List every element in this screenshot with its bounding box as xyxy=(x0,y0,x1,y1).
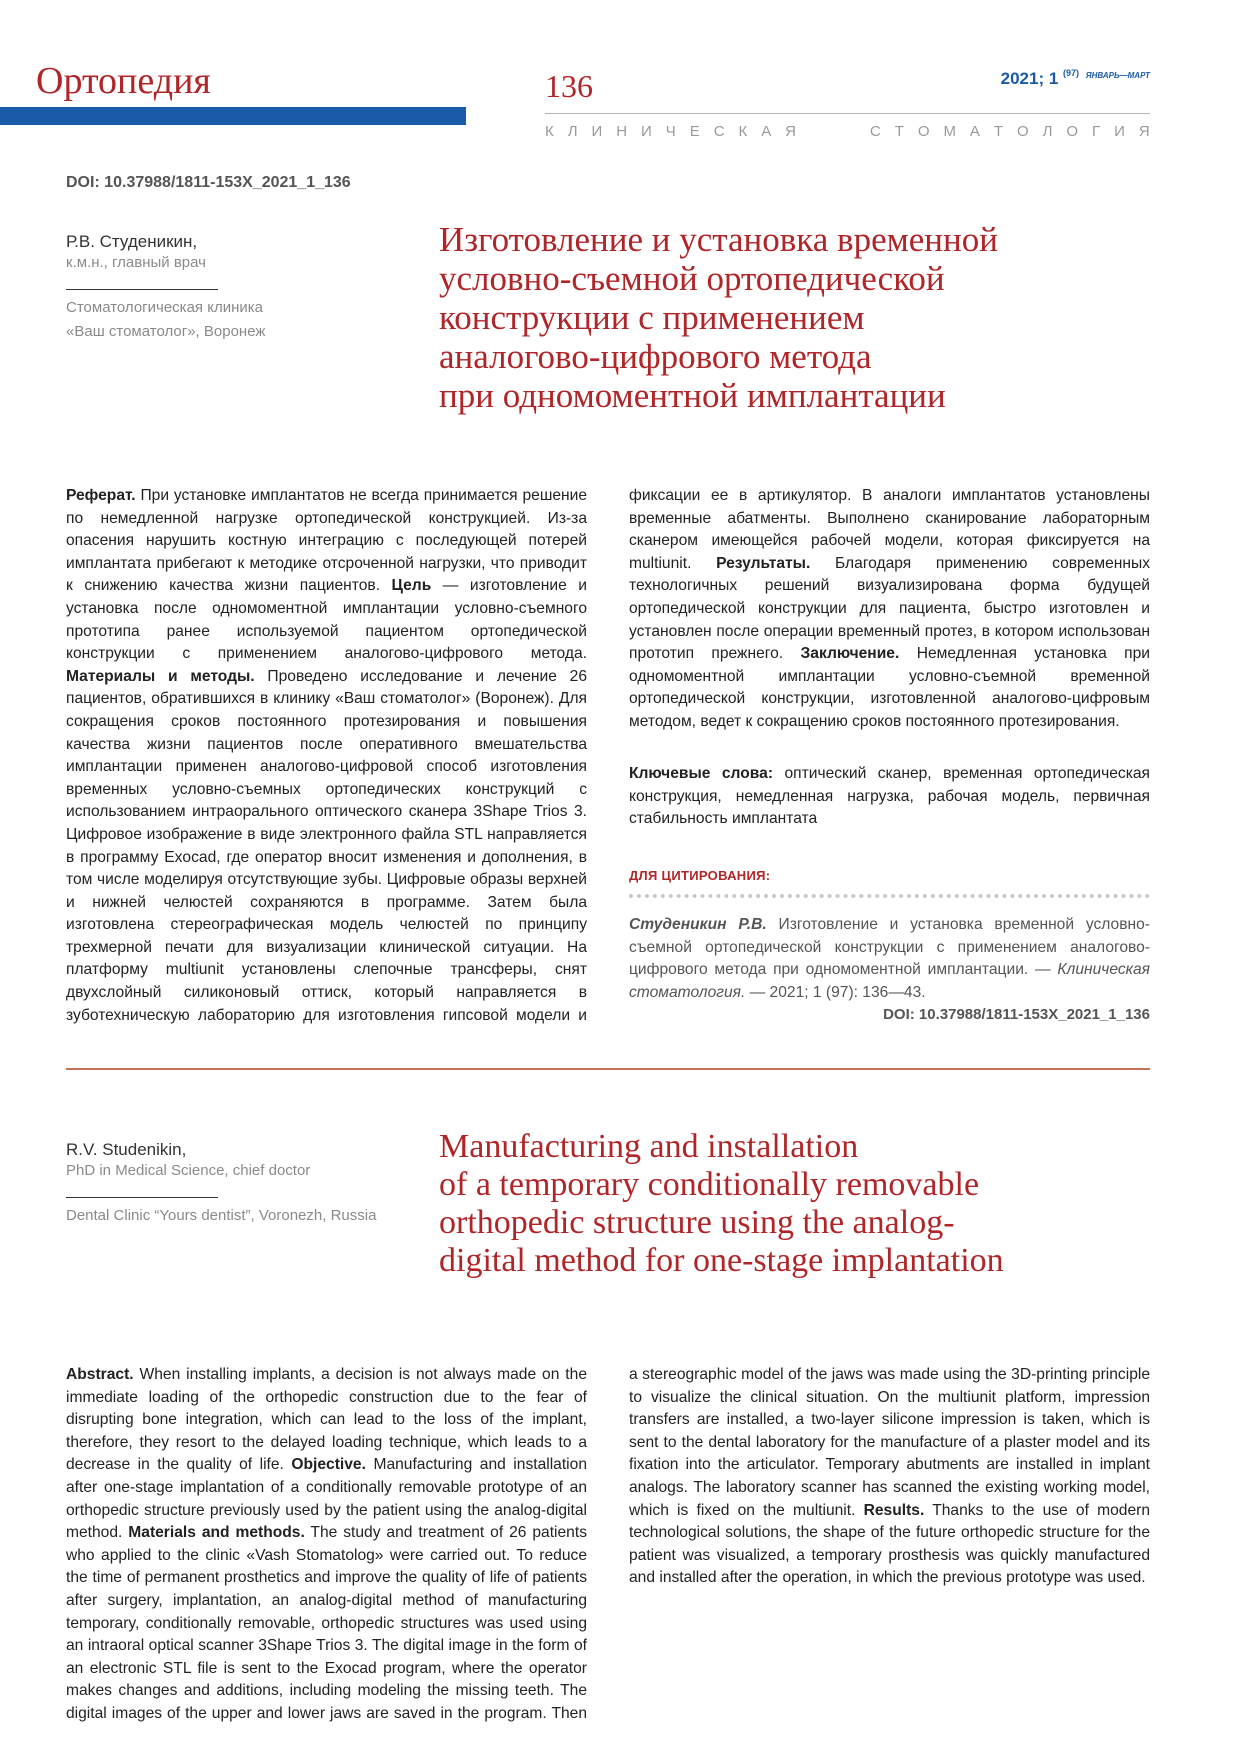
ru-author-role: к.м.н., главный врач xyxy=(66,254,206,271)
title-line: of a temporary conditionally removable xyxy=(439,1166,980,1203)
journal-name-letter: Т xyxy=(894,123,904,140)
en-results-label: Results. xyxy=(863,1501,925,1519)
issue-months: ЯНВАРЬ—МАРТ xyxy=(1085,71,1150,80)
title-line: digital method for one-stage implantation xyxy=(439,1242,1004,1279)
journal-name-letter: Г xyxy=(1092,123,1101,140)
ru-abstract-text: При установке имплантатов не всегда принимается решение по немедленной нагрузке ортопедической конструкцией. Из-за опасения нарушить костную интеграцию с последующей потерей имплантата прибегают к методике отсроченной нагрузки, что приводит к снижению качества жизни пациентов. xyxy=(66,487,587,595)
header-accent-bar xyxy=(0,107,466,125)
language-separator xyxy=(66,1068,1150,1070)
citation-dotted-rule xyxy=(629,894,1150,898)
journal-name-letter: И xyxy=(641,123,652,140)
journal-name-letter: И xyxy=(1114,123,1125,140)
en-methods-text: The study and treatment of 26 patients who applied to the clinic «Vash Stomatolog» were carried out. To reduce the time of permanent prosthetics and improve the quality of life of patients after surgery, implantation, an analog-digital method of manufacturing temporary, conditionally removable, orthopedic structures was used using an intraoral optical scanner 3Shape Trios 3. The digital image in the form of an electronic STL file is sent to the Exocad program, where the operator makes changes and additions, including modeling the missing teeth. The digital images of the upper and lower jaws are saved in the program. Then a stereographic model of the jaws was made using the 3D-printing principle to visualize the clinical situation. On the multiunit platform, impression transfers are installed, a two-layer silicone impression is taken, which is sent to the dental laboratory for the manufacture of a plaster model and its fixation into the articulator. Temporary abutments are installed in implant analogs. The laboratory scanner has scanned the existing working model, which is fixed on the multiunit. xyxy=(66,1366,1150,1722)
ru-methods-label: Материалы и методы. xyxy=(66,667,255,685)
ru-keywords-text: оптический сканер, временная ортопедическая конструкция, немедленная нагрузка, рабочая модель, первичная стабильность имплантата xyxy=(629,765,1150,828)
journal-name-letter: И xyxy=(591,123,603,140)
title-line: конструкции с применением xyxy=(439,298,865,337)
ru-aim-text: — изготовление и установка после одномоментной имплантации условно-съемного прототипа ранее используемой пациентом ортопедической конструкции с применением аналогово-цифрового метода. xyxy=(66,577,587,663)
journal-name-letter: К xyxy=(738,123,748,140)
journal-name-letter: С xyxy=(713,123,725,140)
ru-conclusion-text: Немедленная установка при одномоментной имплантации условно-съемной временной ортопедической конструкции, изготовленной аналогово-цифровым методом, ведет к сокращению сроков постоянного протезирования. xyxy=(629,645,1150,730)
ru-affiliation xyxy=(66,296,265,344)
ru-keywords-label: Ключевые слова: xyxy=(629,765,774,782)
issue-number: (97) xyxy=(1063,68,1080,78)
en-abstract xyxy=(66,1364,1150,1734)
en-abstract-label: Abstract. xyxy=(66,1366,134,1383)
journal-name-letter: К xyxy=(545,123,554,140)
ru-article-title xyxy=(439,220,1159,415)
en-results-text: Thanks to the use of modern technological solutions, the shape of the future orthopedic structure for the patient was visualized, a temporary prosthesis was quickly manufactured and installed after the operation, in which the previous prototype was used. xyxy=(629,1501,1150,1587)
ru-keywords xyxy=(629,763,1150,831)
section-title: Ортопедия xyxy=(36,60,211,102)
ru-results-label: Результаты. xyxy=(716,554,811,572)
en-abstract-text: When installing implants, a decision is not always made on the immediate loading of the orthopedic construction due to the fear of disrupting bone integration, which can lead to the loss of the implant, therefore, they resort to the delayed loading technique, which leads to a decrease in the quality of life. xyxy=(66,1366,587,1474)
ru-author-name: Р.В. Студеникин, xyxy=(66,232,198,251)
citation-text xyxy=(629,914,1150,1004)
ru-affiliation-line: «Ваш стоматолог», Воронеж xyxy=(66,323,266,340)
en-affiliation: Dental Clinic “Yours dentist”, Voronezh, Russia xyxy=(66,1207,377,1224)
year-issue: 2021; 1 xyxy=(1000,69,1059,88)
ru-author-block xyxy=(66,232,265,344)
en-article-title xyxy=(439,1128,1159,1280)
journal-name-letter: Н xyxy=(616,123,628,140)
citation-doi: DOI: 10.37988/1811-153X_2021_1_136 xyxy=(883,1006,1150,1023)
en-author-role: PhD in Medical Science, chief doctor xyxy=(66,1162,311,1179)
journal-name-letter: О xyxy=(1066,123,1079,140)
journal-name-letter: А xyxy=(969,123,980,140)
doi-top: DOI: 10.37988/1811-153X_2021_1_136 xyxy=(66,174,351,191)
title-line: orthopedic structure using the analog- xyxy=(439,1204,955,1241)
journal-name xyxy=(545,124,1150,139)
journal-name-letter: Я xyxy=(785,123,796,140)
journal-name-letter: О xyxy=(1017,123,1029,140)
journal-name-letter: Я xyxy=(1138,123,1150,140)
en-author-block xyxy=(66,1140,376,1228)
journal-name-letter: С xyxy=(869,123,881,140)
cite-author: Студеникин Р.В. xyxy=(629,916,767,933)
title-line: Manufacturing and installation xyxy=(439,1128,859,1165)
header-rule xyxy=(545,113,1150,114)
title-line: Изготовление и установка временной xyxy=(439,220,998,259)
title-line: условно-съемной ортопедической xyxy=(439,259,945,298)
page-number: 136 xyxy=(545,68,593,104)
journal-name-letter: Е xyxy=(689,123,700,140)
journal-name-letter: М xyxy=(943,123,956,140)
journal-name-letter: Л xyxy=(567,123,578,140)
ru-affiliation-rule xyxy=(66,289,218,290)
ru-abstract-label: Реферат. xyxy=(66,487,136,504)
issue-info xyxy=(1001,70,1150,87)
ru-conclusion-label: Заключение. xyxy=(800,645,900,663)
journal-name-letter: А xyxy=(761,123,772,140)
en-objective-label: Objective. xyxy=(291,1456,366,1474)
ru-aim-label: Цель xyxy=(391,577,432,595)
title-line: при одномоментной имплантации xyxy=(439,376,946,415)
en-author-name: R.V. Studenikin, xyxy=(66,1140,187,1159)
en-affiliation-rule xyxy=(66,1197,218,1198)
cite-tail: — 2021; 1 (97): 136—43. xyxy=(745,983,926,1001)
ru-results-text: Благодаря применению современных технологичных решений визуализирована форма будущей ортопедической конструкции для пациента, быстро изготовлен и установлен после операции временный протез, в котором использован прототип прежнего. xyxy=(629,554,1150,663)
journal-name-gap xyxy=(810,124,856,139)
journal-name-letter: Л xyxy=(1042,123,1053,140)
citation-heading: ДЛЯ ЦИТИРОВАНИЯ: xyxy=(629,868,771,883)
cite-body: Изготовление и установка временной условно-съемной ортопедической конструкции с применением аналогово-цифрового метода при одномоментной имплантации. — xyxy=(629,916,1150,979)
ru-methods-text: Проведено исследование и лечение 26 пациентов, обратившихся в клинику «Ваш стоматолог» (Воронеж). Для сокращения сроков постоянного протезирования и повышения качества жизни пациентов после оперативного вмешательства имплантации применен аналогово-цифровой способ изготовления временных условно-съемных ортопедических конструкций с использованием интраорального оптического сканера 3Shape Trios 3. Цифровое изображение в виде электронного файла STL направляется в программу Exocad, где оператор вносит изменения и дополнения, в том числе моделируя отсутствующие зубы. Цифровые образы верхней и нижней челюстей сохраняются в программе. Затем была изготовлена стереографическая модель челюстей по принципу трехмерной печати для визуализации клинической ситуации. На платформу multiunit установлены слепочные трансферы, снят двухслойный силиконовый оттиск, который направляется в зуботехническую лабораторию для изготовления гипсовой модели и фиксации ее в артикулятор. В аналоги имплантатов установлены временные абатменты. Выполнено сканирование лабораторным сканером имеющейся рабочей модели, которая фиксируется на multiunit. xyxy=(66,487,1150,1024)
title-line: аналогово-цифрового метода xyxy=(439,337,872,376)
en-methods-label: Materials and methods. xyxy=(128,1524,305,1542)
en-objective-text: Manufacturing and installation after one-stage implantation of a conditionally removable prototype of an orthopedic structure previously used by the patient using the analog-digital method. xyxy=(66,1456,587,1542)
journal-name-letter: Ч xyxy=(665,123,676,140)
journal-name-letter: Т xyxy=(993,123,1004,140)
journal-name-letter: О xyxy=(917,123,930,140)
cite-journal: Клиническая стоматология. xyxy=(629,961,1150,1001)
ru-affiliation-line: Стоматологическая клиника xyxy=(66,299,263,316)
